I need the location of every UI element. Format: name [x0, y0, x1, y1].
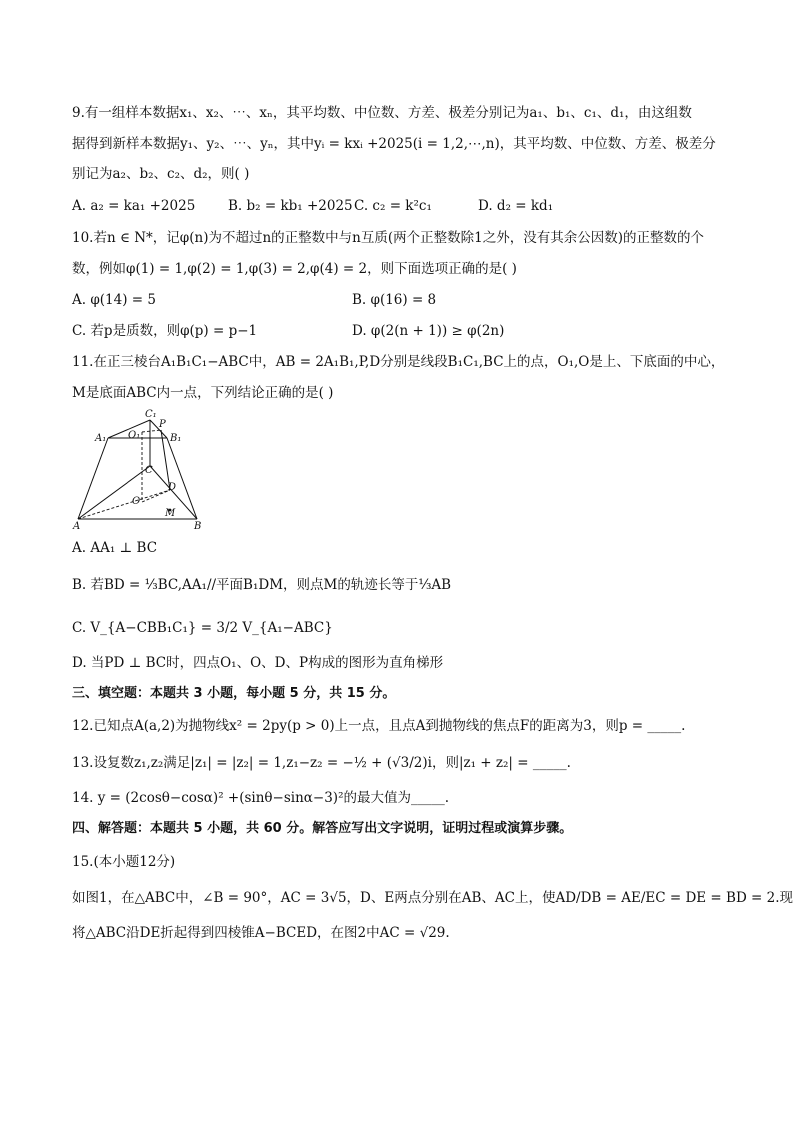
q10-line2: 数，例如φ(1) = 1,φ(2) = 1,φ(3) = 2,φ(4) = 2，则下面选项正确的是( )	[72, 261, 517, 277]
q14: 14. y = (2cosθ−cosα)² +(sinθ−sinα−3)²的最大值为_____.	[72, 790, 450, 806]
q11-line2: M是底面ABC内一点，下列结论正确的是( )	[72, 385, 334, 401]
label-b1: B₁	[170, 433, 182, 444]
q12: 12.已知点A(a,2)为抛物线x² = 2py(p > 0)上一点，且点A到抛物线的焦点F的距离为3，则p = _____.	[72, 718, 686, 734]
label-c1: C₁	[145, 409, 157, 420]
label-o1: O₁	[128, 430, 141, 441]
q11-option-c: C. V_{A−CBB₁C₁} = 3/2 V_{A₁−ABC}	[72, 620, 333, 636]
label-m: M	[165, 508, 176, 519]
section-3-heading: 三、填空题：本题共 3 小题，每小题 5 分，共 15 分。	[72, 686, 396, 701]
edge-aa1	[78, 438, 108, 519]
section-4-heading: 四、解答题：本题共 5 小题，共 60 分。解答应写出文字说明，证明过程或演算步骤。	[72, 821, 573, 836]
q9-line2: 据得到新样本数据y₁、y₂、⋯、yₙ，其中yᵢ = kxᵢ +2025(i = 1,2,⋯,n)，其平均数、中位数、方差、极差分	[72, 136, 716, 152]
q13: 13.设复数z₁,z₂满足|z₁| = |z₂| = 1,z₁−z₂ = −½ + (√3/2)i，则|z₁ + z₂| = _____.	[72, 755, 571, 771]
edge-bb1	[167, 438, 197, 519]
q15-header: 15.(本小题12分)	[72, 854, 176, 870]
q11-option-d: D. 当PD ⊥ BC时，四点O₁、O、D、P构成的图形为直角梯形	[72, 655, 444, 671]
q9-option-c: C. c₂ = k²c₁	[354, 198, 432, 214]
segment-o1p	[142, 430, 161, 432]
edge-ac	[78, 466, 150, 519]
label-d: D	[168, 482, 177, 493]
label-a: A	[73, 521, 81, 532]
q15-line2: 将△ABC沿DE折起得到四棱锥A−BCED，在图2中AC = √29.	[72, 925, 450, 941]
q10-option-a: A. φ(14) = 5	[72, 292, 156, 308]
q9-option-b: B. b₂ = kb₁ +2025	[228, 198, 353, 214]
frustum-figure	[70, 406, 220, 532]
label-c: C	[145, 465, 153, 476]
segment-ad	[78, 490, 170, 519]
q10-option-c: C. 若p是质数，则φ(p) = p−1	[72, 323, 258, 339]
q15-line1: 如图1，在△ABC中，∠B = 90°，AC = 3√5，D、E两点分别在AB、AC上，使AD/DB = AE/EC = DE = BD = 2.现	[72, 890, 794, 906]
q11-option-a: A. AA₁ ⊥ BC	[72, 540, 158, 556]
q9-option-d: D. d₂ = kd₁	[478, 198, 554, 214]
q10-option-d: D. φ(2(n + 1)) ≥ φ(2n)	[352, 323, 505, 339]
label-b: B	[194, 521, 202, 532]
label-p: P	[159, 419, 166, 430]
label-a1: A₁	[95, 433, 107, 444]
label-o: O	[132, 496, 141, 507]
segment-od	[142, 490, 170, 502]
q11-line1: 11.在正三棱台A₁B₁C₁−ABC中，AB = 2A₁B₁,P,D分别是线段B₁C₁,BC上的点，O₁,O是上、下底面的中心，	[72, 354, 725, 370]
q9-option-a: A. a₂ = ka₁ +2025	[72, 198, 196, 214]
segment-pd	[161, 430, 170, 490]
q11-option-b: B. 若BD = ⅓BC,AA₁//平面B₁DM，则点M的轨迹长等于⅓AB	[72, 577, 452, 593]
q10-line1: 10.若n ∈ N*，记φ(n)为不超过n的正整数中与n互质(两个正整数除1之外，没有其余公因数)的正整数的个	[72, 230, 704, 246]
q10-option-b: B. φ(16) = 8	[352, 292, 437, 308]
q9-line3: 别记为a₂、b₂、c₂、d₂，则( )	[72, 166, 250, 182]
q9-line1: 9.有一组样本数据x₁、x₂、⋯、xₙ，其平均数、中位数、方差、极差分别记为a₁、b₁、c₁、d₁，由这组数	[72, 105, 692, 121]
